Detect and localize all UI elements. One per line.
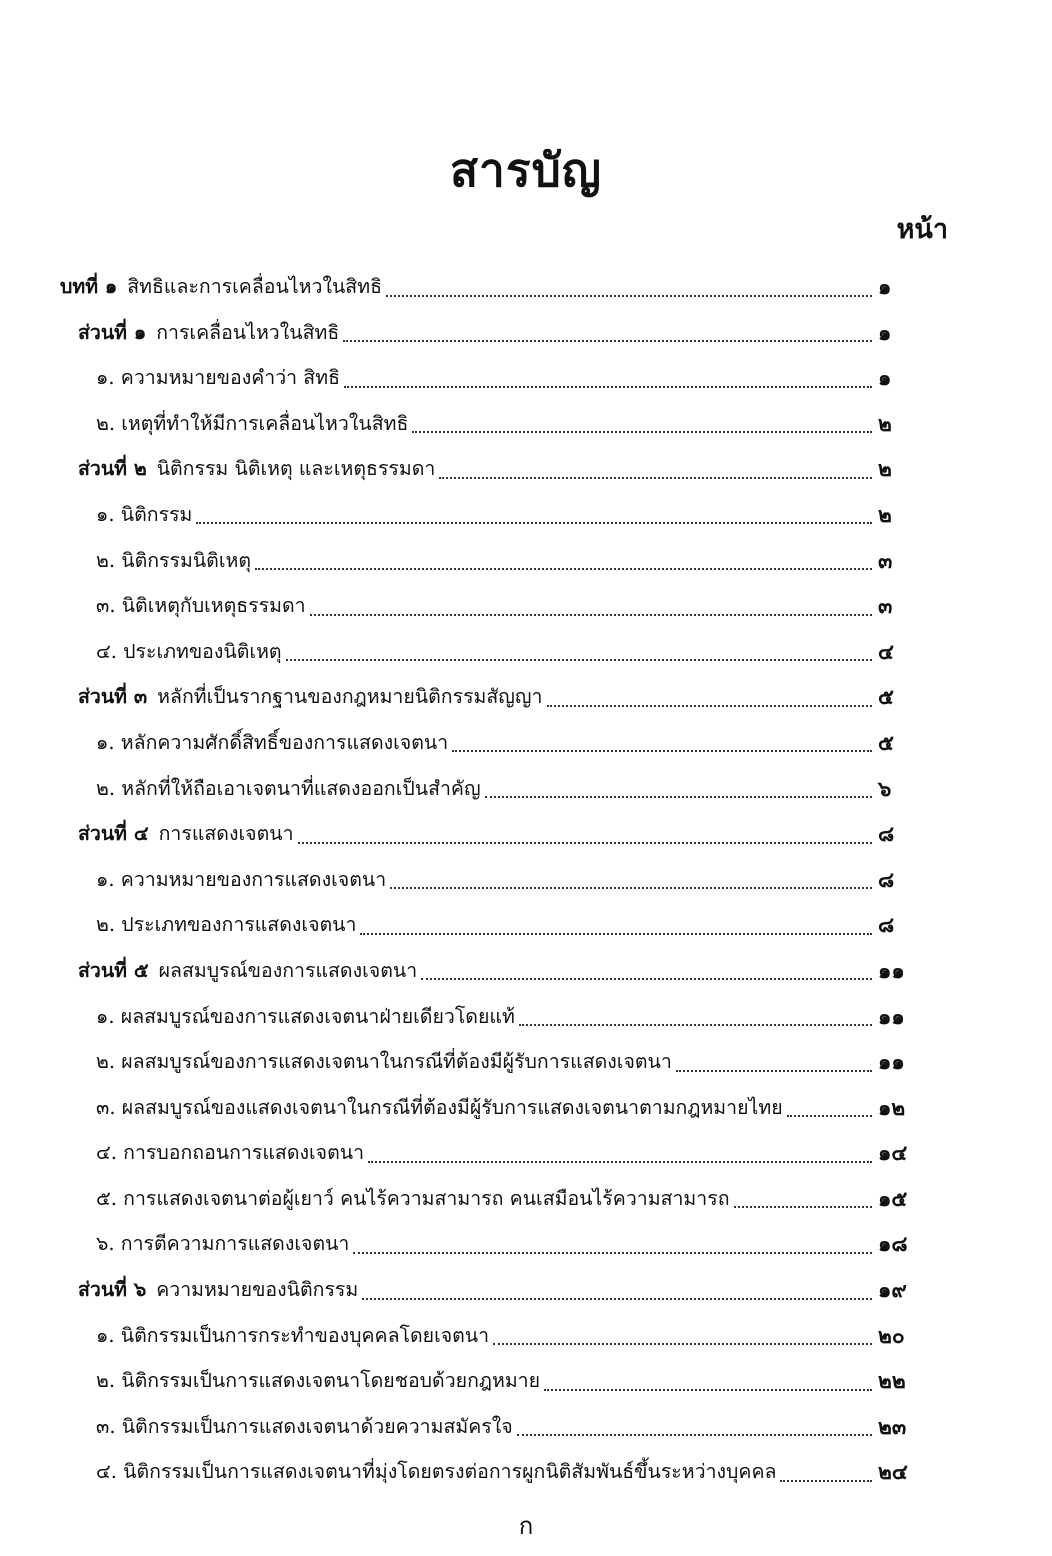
toc-page-number: ๒ bbox=[878, 501, 892, 527]
toc-entry-text bbox=[96, 1405, 872, 1449]
toc-entry-title: ๑. ความหมายของการแสดงเจตนา bbox=[96, 867, 387, 891]
toc-entry-title: ๑. นิติกรรม bbox=[96, 502, 193, 526]
toc-entry-text bbox=[96, 1222, 872, 1266]
toc-page-number: ๒๐ bbox=[878, 1322, 905, 1348]
dot-leader bbox=[780, 1479, 872, 1482]
toc-entry-text bbox=[96, 1086, 872, 1130]
toc-entry bbox=[0, 1450, 1052, 1496]
toc-entry-title: ๔. ประเภทของนิติเหตุ bbox=[96, 639, 282, 663]
toc-entry-text bbox=[96, 1177, 872, 1221]
toc-entry-title: ๒. เหตุที่ทำให้มีการเคลื่อนไหวในสิทธิ bbox=[96, 411, 409, 435]
toc-entry bbox=[0, 1040, 1052, 1086]
dot-leader bbox=[421, 977, 872, 980]
part-number: ส่วนที่ ๔ bbox=[78, 822, 149, 846]
toc-entry-text bbox=[96, 903, 872, 947]
toc-entry-title: ๑. นิติกรรมเป็นการกระทำของบุคคลโดยเจตนา bbox=[96, 1323, 490, 1347]
part-number: ส่วนที่ ๒ bbox=[78, 457, 147, 481]
toc-entry-title: ๖. การตีความการแสดงเจตนา bbox=[96, 1232, 350, 1256]
toc-entry bbox=[0, 812, 1052, 858]
toc-entry bbox=[0, 447, 1052, 493]
toc-entry-text bbox=[96, 1131, 872, 1175]
toc-entry-title: ๒. ผลสมบูรณ์ของการแสดงเจตนาในกรณีที่ต้องมีผู้รับการแสดงเจตนา bbox=[96, 1050, 672, 1074]
table-of-contents bbox=[0, 265, 1052, 1496]
toc-page-number: ๑๒ bbox=[878, 1094, 906, 1120]
toc-entry-title: ๑. ผลสมบูรณ์ของการแสดงเจตนาฝ่ายเดียวโดยแท้ bbox=[96, 1004, 515, 1028]
toc-entry-text bbox=[96, 1450, 872, 1494]
toc-entry-title: ๔. การบอกถอนการแสดงเจตนา bbox=[96, 1141, 365, 1165]
toc-page-number: ๘ bbox=[878, 912, 895, 938]
dot-leader bbox=[286, 658, 872, 661]
toc-entry-title: การแสดงเจตนา bbox=[158, 822, 294, 846]
toc-entry bbox=[0, 356, 1052, 402]
dot-leader bbox=[298, 841, 872, 844]
toc-entry-title: การเคลื่อนไหวในสิทธิ bbox=[156, 320, 340, 344]
toc-entry-title: ๑. หลักความศักดิ์สิทธิ์ของการแสดงเจตนา bbox=[96, 730, 449, 754]
toc-entry-title: ๒. นิติกรรมนิติเหตุ bbox=[96, 548, 252, 572]
toc-page-number: ๓ bbox=[878, 593, 893, 619]
toc-entry-text bbox=[96, 584, 872, 628]
toc-entry bbox=[0, 995, 1052, 1041]
dot-leader bbox=[362, 1297, 872, 1300]
toc-page-number: ๒๒ bbox=[878, 1368, 906, 1394]
toc-entry bbox=[0, 1177, 1052, 1223]
chapter-number: บทที่ ๑ bbox=[60, 275, 118, 298]
toc-page-number: ๒ bbox=[878, 456, 892, 482]
toc-entry-title: หลักที่เป็นรากฐานของกฎหมายนิติกรรมสัญญา bbox=[157, 685, 543, 709]
footer-page-number: ก bbox=[518, 1512, 534, 1540]
toc-entry-text bbox=[96, 1359, 872, 1403]
part-number: ส่วนที่ ๖ bbox=[78, 1278, 147, 1302]
toc-entry-text bbox=[96, 995, 872, 1039]
toc-entry-text bbox=[96, 1040, 872, 1084]
toc-entry-title: ๔. นิติกรรมเป็นการแสดงเจตนาที่มุ่งโดยตรงต่อการผูกนิติสัมพันธ์ขึ้นระหว่างบุคคล bbox=[96, 1460, 777, 1484]
dot-leader bbox=[386, 294, 872, 297]
toc-entry bbox=[0, 493, 1052, 539]
toc-entry bbox=[0, 539, 1052, 585]
toc-entry-text bbox=[60, 265, 872, 309]
toc-entry-title: ๓. นิติกรรมเป็นการแสดงเจตนาด้วยความสมัครใจ bbox=[96, 1414, 513, 1438]
dot-leader bbox=[493, 1342, 872, 1345]
toc-page-number: ๘ bbox=[878, 866, 895, 892]
toc-entry bbox=[0, 767, 1052, 813]
toc-entry-text bbox=[78, 311, 872, 355]
dot-leader bbox=[787, 1114, 872, 1117]
toc-entry-text bbox=[78, 675, 872, 719]
toc-page-number: ๑๕ bbox=[878, 1185, 908, 1211]
toc-entry-title: ๕. การแสดงเจตนาต่อผู้เยาว์ คนไร้ความสามารถ คนเสมือนไร้ความสามารถ bbox=[96, 1186, 730, 1210]
dot-leader bbox=[343, 339, 872, 342]
toc-entry-title: ๓. ผลสมบูรณ์ของแสดงเจตนาในกรณีที่ต้องมีผู้รับการแสดงเจตนาตามกฎหมายไทย bbox=[96, 1095, 783, 1119]
toc-entry-text bbox=[96, 767, 872, 811]
dot-leader bbox=[485, 795, 872, 798]
toc-entry bbox=[0, 903, 1052, 949]
toc-page-number: ๓ bbox=[878, 547, 893, 573]
toc-entry-title: นิติกรรม นิติเหตุ และเหตุธรรมดา bbox=[156, 457, 436, 481]
toc-page-number: ๕ bbox=[878, 729, 894, 755]
dot-leader bbox=[452, 749, 872, 752]
toc-entry bbox=[0, 1359, 1052, 1405]
dot-leader bbox=[390, 886, 872, 889]
toc-entry bbox=[0, 630, 1052, 676]
toc-entry-text bbox=[96, 1314, 872, 1358]
dot-leader bbox=[544, 1388, 872, 1391]
toc-page-number: ๑ bbox=[878, 365, 892, 391]
toc-entry bbox=[0, 858, 1052, 904]
dot-leader bbox=[439, 476, 872, 479]
toc-entry-text bbox=[96, 402, 872, 446]
toc-page-number: ๑๑ bbox=[878, 1003, 905, 1029]
dot-leader bbox=[196, 521, 872, 524]
toc-entry-text bbox=[96, 721, 872, 765]
toc-entry-text bbox=[96, 630, 872, 674]
toc-entry bbox=[0, 1314, 1052, 1360]
toc-page-number: ๑๘ bbox=[878, 1231, 908, 1257]
toc-entry bbox=[0, 1131, 1052, 1177]
toc-entry bbox=[0, 721, 1052, 767]
dot-leader bbox=[255, 567, 872, 570]
dot-leader bbox=[517, 1433, 872, 1436]
toc-page-number: ๕ bbox=[878, 684, 894, 710]
toc-entry bbox=[0, 402, 1052, 448]
toc-entry-title: ๒. นิติกรรมเป็นการแสดงเจตนาโดยชอบด้วยกฎหมาย bbox=[96, 1369, 541, 1393]
toc-entry-title: ๒. หลักที่ให้ถือเอาเจตนาที่แสดงออกเป็นสำคัญ bbox=[96, 776, 481, 800]
toc-page-number: ๒๓ bbox=[878, 1413, 907, 1439]
toc-page-number: ๒ bbox=[878, 410, 892, 436]
toc-page-number: ๑๙ bbox=[878, 1277, 907, 1303]
toc-entry-text bbox=[78, 1268, 872, 1312]
toc-entry-text bbox=[78, 812, 872, 856]
toc-entry bbox=[0, 1268, 1052, 1314]
toc-entry bbox=[0, 265, 1052, 311]
toc-entry-title: ๓. นิติเหตุกับเหตุธรรมดา bbox=[96, 594, 306, 618]
toc-page-number: ๒๔ bbox=[878, 1459, 908, 1485]
dot-leader bbox=[360, 932, 872, 935]
toc-entry bbox=[0, 949, 1052, 995]
toc-entry-title: ๒. ประเภทของการแสดงเจตนา bbox=[96, 913, 357, 937]
toc-entry bbox=[0, 1222, 1052, 1268]
toc-page-number: ๑๑ bbox=[878, 957, 905, 983]
toc-page-number: ๔ bbox=[878, 638, 894, 664]
toc-entry-title: ผลสมบูรณ์ของการแสดงเจตนา bbox=[158, 958, 418, 982]
part-number: ส่วนที่ ๑ bbox=[78, 320, 147, 344]
dot-leader bbox=[734, 1205, 872, 1208]
page-column-header: หน้า bbox=[896, 214, 948, 245]
toc-entry bbox=[0, 1405, 1052, 1451]
part-number: ส่วนที่ ๓ bbox=[78, 685, 148, 709]
toc-page-number: ๖ bbox=[878, 775, 892, 801]
toc-entry-title: สิทธิและการเคลื่อนไหวในสิทธิ bbox=[127, 275, 382, 298]
toc-entry-title: ความหมายของนิติกรรม bbox=[156, 1278, 359, 1302]
toc-entry-text bbox=[78, 447, 872, 491]
toc-page-number: ๑ bbox=[878, 274, 892, 299]
dot-leader bbox=[344, 385, 872, 388]
toc-entry bbox=[0, 675, 1052, 721]
dot-leader bbox=[368, 1160, 872, 1163]
toc-page-number: ๑ bbox=[878, 319, 892, 345]
toc-entry-text bbox=[96, 493, 872, 537]
toc-entry-text bbox=[96, 356, 872, 400]
toc-entry bbox=[0, 1086, 1052, 1132]
toc-entry bbox=[0, 584, 1052, 630]
toc-entry bbox=[0, 311, 1052, 357]
toc-entry-text bbox=[78, 949, 872, 993]
toc-entry-text bbox=[96, 539, 872, 583]
toc-entry-title: ๑. ความหมายของคำว่า สิทธิ bbox=[96, 366, 340, 390]
dot-leader bbox=[519, 1023, 872, 1026]
toc-page-number: ๑๔ bbox=[878, 1140, 908, 1166]
page-title: สารบัญ bbox=[449, 143, 602, 197]
dot-leader bbox=[676, 1069, 872, 1072]
dot-leader bbox=[412, 430, 872, 433]
toc-page-number: ๘ bbox=[878, 821, 895, 847]
dot-leader bbox=[310, 613, 872, 616]
dot-leader bbox=[547, 704, 873, 707]
toc-entry-text bbox=[96, 858, 872, 902]
dot-leader bbox=[353, 1251, 872, 1254]
toc-page-number: ๑๑ bbox=[878, 1049, 905, 1075]
part-number: ส่วนที่ ๕ bbox=[78, 958, 149, 982]
